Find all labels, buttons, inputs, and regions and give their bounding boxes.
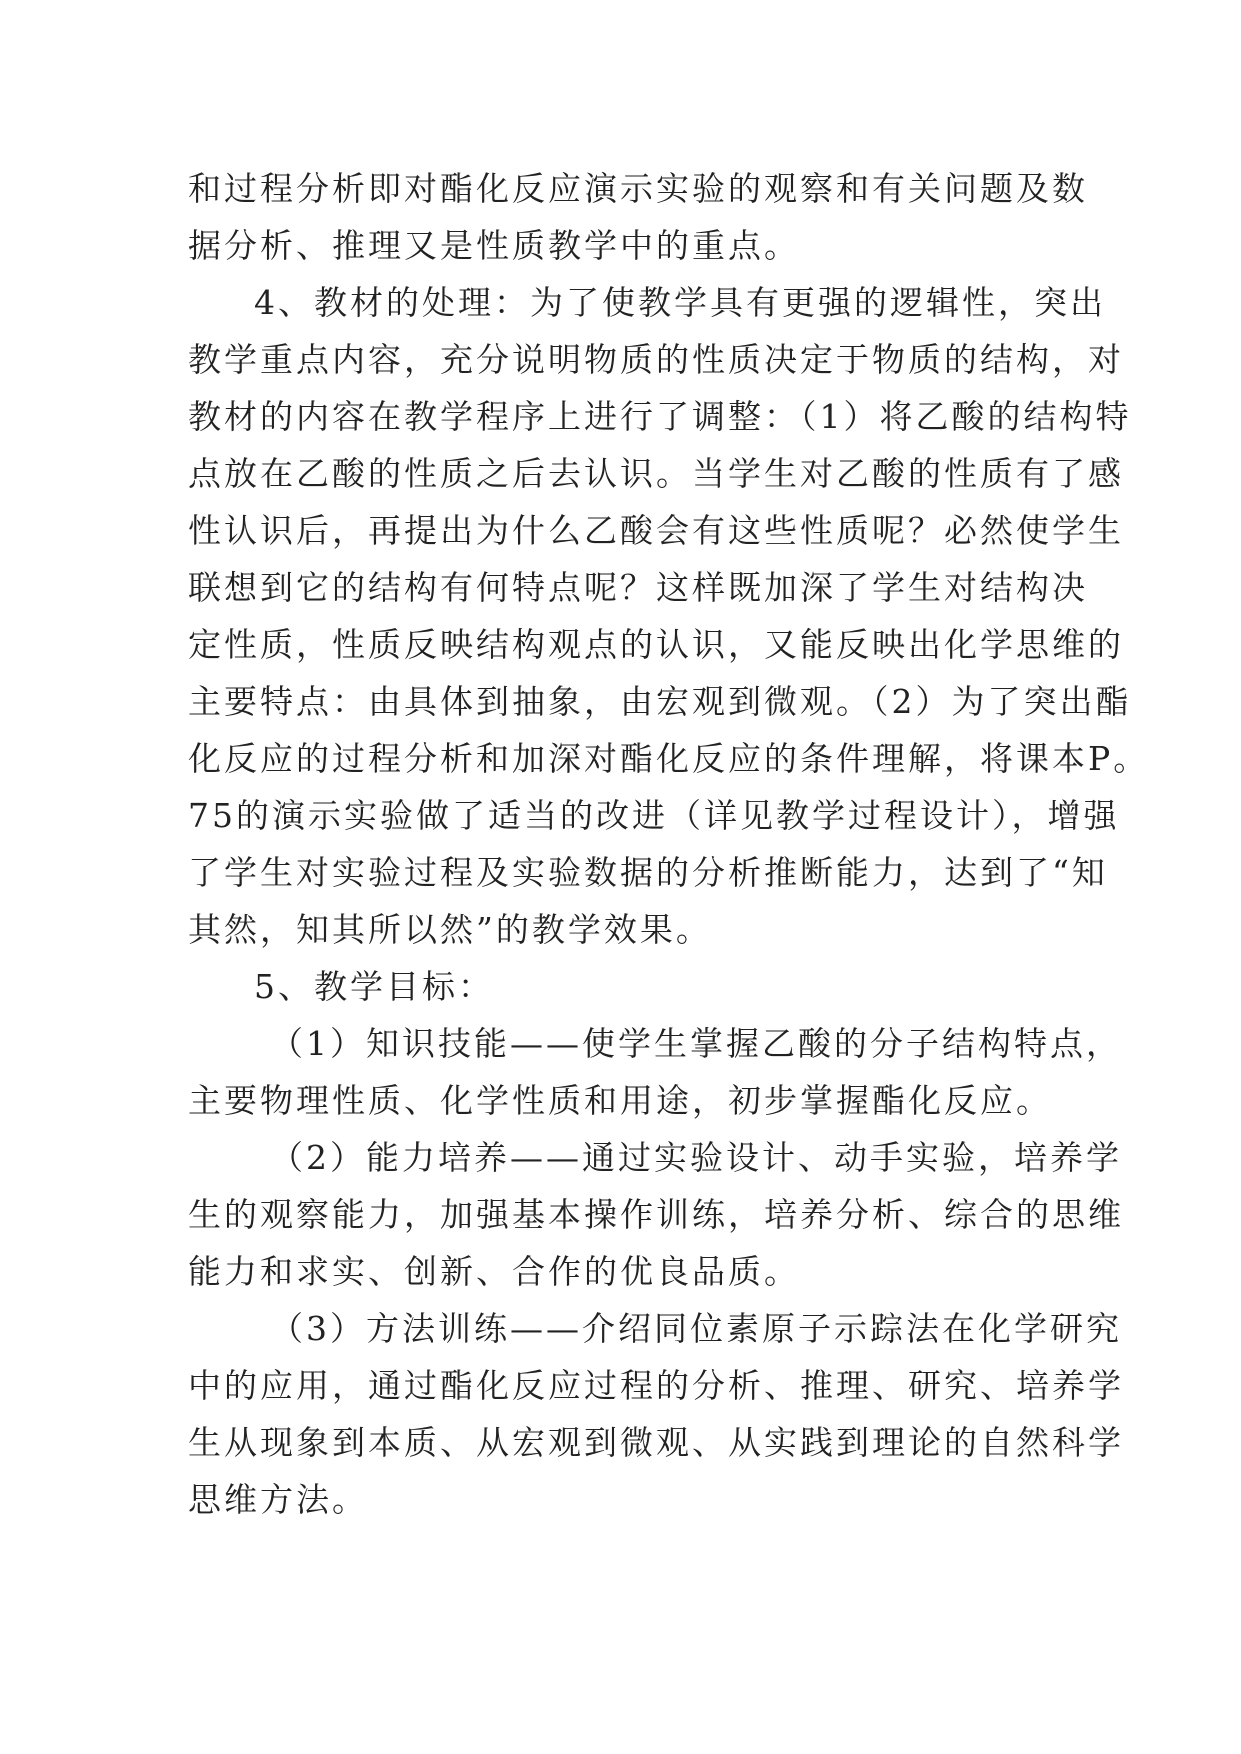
text-line: 教材的内容在教学程序上进行了调整：（1）将乙酸的结构特 — [188, 397, 1132, 436]
text-line: 和过程分析即对酯化反应演示实验的观察和有关问题及数 — [188, 169, 1088, 208]
text-line: 主要物理性质、化学性质和用途，初步掌握酯化反应。 — [188, 1081, 1052, 1120]
text-line: 教学重点内容，充分说明物质的性质决定于物质的结构，对 — [188, 340, 1124, 379]
text-line: 定性质，性质反映结构观点的认识，又能反映出化学思维的 — [188, 625, 1124, 664]
objective-1-heading: （1）知识技能——使学生掌握乙酸的分子结构特点， — [270, 1024, 1122, 1063]
text-line: 化反应的过程分析和加深对酯化反应的条件理解，将课本P。 — [188, 739, 1150, 778]
text-line: 了学生对实验过程及实验数据的分析推断能力，达到了“知 — [188, 853, 1108, 892]
text-line: 其然，知其所以然”的教学效果。 — [188, 910, 712, 949]
text-line: 主要特点：由具体到抽象，由宏观到微观。（2）为了突出酯 — [188, 682, 1132, 721]
text-line: 思维方法。 — [188, 1480, 368, 1519]
text-line: 能力和求实、创新、合作的优良品质。 — [188, 1252, 800, 1291]
text-line: 点放在乙酸的性质之后去认识。当学生对乙酸的性质有了感 — [188, 454, 1124, 493]
text-line: 中的应用，通过酯化反应过程的分析、推理、研究、培养学 — [188, 1366, 1124, 1405]
text-line: 据分析、推理又是性质教学中的重点。 — [188, 226, 800, 265]
text-line: 生的观察能力，加强基本操作训练，培养分析、综合的思维 — [188, 1195, 1124, 1234]
objective-3-heading: （3）方法训练——介绍同位素原子示踪法在化学研究 — [270, 1309, 1122, 1348]
text-line: 生从现象到本质、从宏观到微观、从实践到理论的自然科学 — [188, 1423, 1124, 1462]
section-heading-4: 4、教材的处理：为了使教学具有更强的逻辑性，突出 — [254, 283, 1106, 322]
text-line: 75的演示实验做了适当的改进（详见教学过程设计），增强 — [188, 796, 1120, 835]
objective-2-heading: （2）能力培养——通过实验设计、动手实验，培养学 — [270, 1138, 1122, 1177]
text-line: 性认识后，再提出为什么乙酸会有这些性质呢？必然使学生 — [188, 511, 1124, 550]
section-heading-5: 5、教学目标： — [254, 967, 494, 1006]
text-line: 联想到它的结构有何特点呢？这样既加深了学生对结构决 — [188, 568, 1088, 607]
document-body — [188, 160, 1150, 1528]
